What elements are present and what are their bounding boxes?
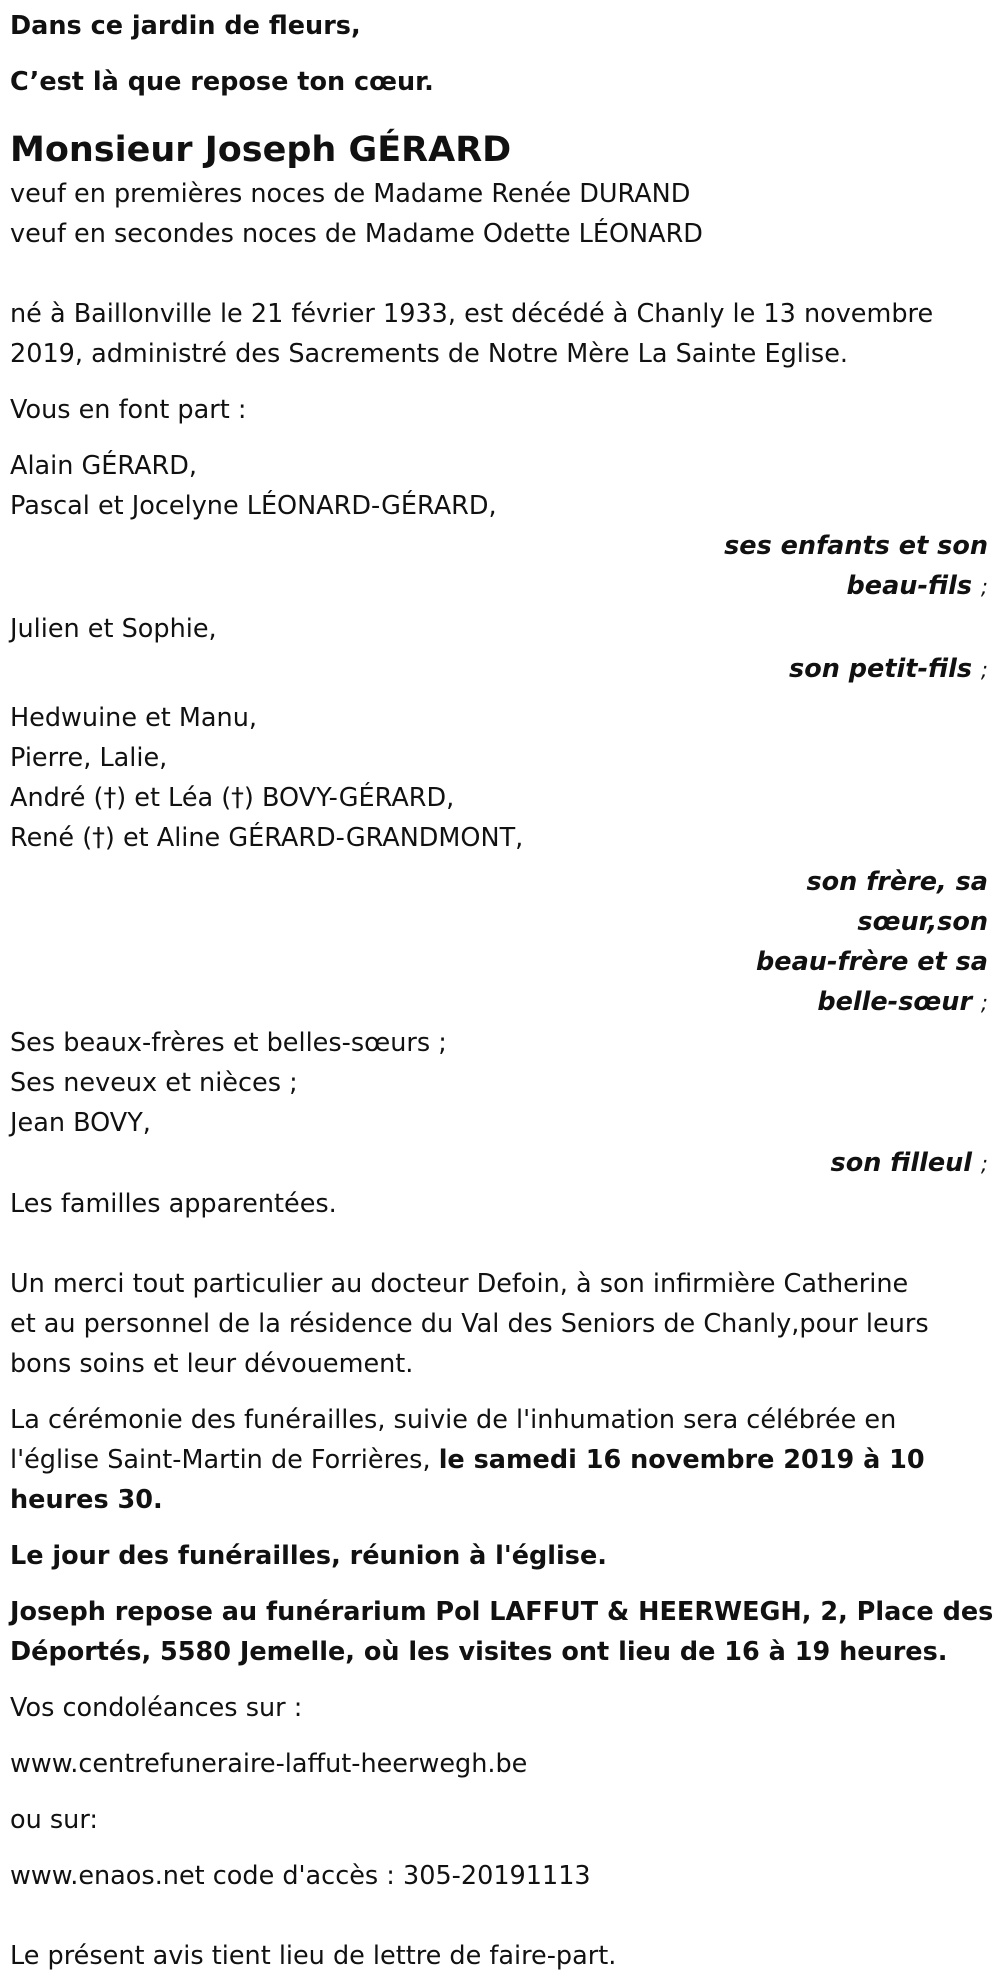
condolences-site-2: www.enaos.net code d'accès : 305-20191113 [10, 1861, 591, 1891]
godson-name: Jean BOVY, [10, 1108, 151, 1138]
grandson-block [10, 609, 1000, 690]
others-block [10, 1023, 1000, 1224]
related-families: Les familles apparentées. [10, 1189, 337, 1219]
children-relation-text-2: beau-fils [846, 571, 973, 601]
in-laws-line: Ses beaux-frères et belles-sœurs ; [10, 1028, 447, 1058]
condolences-site-1: www.centrefuneraire-laffut-heerwegh.be [10, 1749, 528, 1779]
siblings-relation-line-2 [10, 902, 1000, 942]
thanks-line-2: et au personnel de la résidence du Val des Seniors de Chanly,pour leurs [10, 1309, 929, 1339]
meeting-info: Le jour des funérailles, réunion à l'église. [10, 1541, 607, 1571]
godson-separator: ; [980, 1152, 988, 1176]
siblings-separator: ; [980, 991, 988, 1015]
thanks-line-3: bons soins et leur dévouement. [10, 1349, 414, 1379]
poem-line-1: Dans ce jardin de fleurs, [10, 11, 361, 41]
godson-relation-line [10, 1143, 1000, 1184]
ceremony-line-1: La cérémonie des funérailles, suivie de l'inhumation sera célébrée en [10, 1405, 897, 1435]
sibling-name-3: André (†) et Léa (†) BOVY-GÉRARD, [10, 783, 455, 813]
widow-line-1: veuf en premières noces de Madame Renée DURAND [10, 179, 691, 209]
ceremony-line-2 [10, 1440, 1000, 1480]
children-separator: ; [980, 575, 988, 599]
siblings-relation-text-4: belle-sœur [817, 987, 973, 1017]
siblings-relation-text-2: sœur,son [857, 907, 988, 937]
siblings-relation-line-3 [10, 942, 1000, 982]
siblings-relation-line-4 [10, 982, 1000, 1023]
siblings-relation-text-1: son frère, sa [806, 867, 988, 897]
birth-death-line-1: né à Baillonville le 21 février 1933, est décédé à Chanly le 13 novembre [10, 299, 934, 329]
grandson-name: Julien et Sophie, [10, 614, 217, 644]
siblings-relation-line-1 [10, 862, 1000, 902]
announce-text: Vous en font part : [10, 395, 247, 425]
ceremony-time: heures 30. [10, 1485, 163, 1515]
funeral-home-line-2: Déportés, 5580 Jemelle, où les visites ont lieu de 16 à 19 heures. [10, 1637, 948, 1667]
nephews-line: Ses neveux et nièces ; [10, 1068, 298, 1098]
sibling-name-4: René (†) et Aline GÉRARD-GRANDMONT, [10, 823, 524, 853]
ceremony-location: l'église Saint-Martin de Forrières, [10, 1445, 439, 1475]
child-name-1: Alain GÉRARD, [10, 451, 197, 481]
grandson-relation-line [10, 649, 1000, 690]
sibling-name-2: Pierre, Lalie, [10, 743, 168, 773]
child-name-2: Pascal et Jocelyne LÉONARD-GÉRARD, [10, 491, 497, 521]
siblings-block [10, 698, 1000, 1023]
children-block [10, 446, 1000, 607]
thanks-line-1: Un merci tout particulier au docteur Defoin, à son infirmière Catherine [10, 1269, 909, 1299]
ceremony-date: le samedi 16 novembre 2019 à 10 [438, 1445, 925, 1475]
deceased-name: Monsieur Joseph GÉRARD [10, 130, 512, 170]
sibling-name-1: Hedwuine et Manu, [10, 703, 257, 733]
condolences-label: Vos condoléances sur : [10, 1693, 303, 1723]
children-relation-line-2 [10, 566, 1000, 607]
condolences-or: ou sur: [10, 1805, 98, 1835]
godson-relation-text: son filleul [830, 1148, 973, 1178]
children-relation-line-1 [10, 526, 1000, 566]
grandson-separator: ; [980, 658, 988, 682]
siblings-relation-text-3: beau-frère et sa [756, 947, 988, 977]
poem-line-2: C’est là que repose ton cœur. [10, 67, 434, 97]
closing-statement: Le présent avis tient lieu de lettre de faire-part. [10, 1941, 617, 1971]
widow-line-2: veuf en secondes noces de Madame Odette LÉONARD [10, 219, 703, 249]
children-relation-text-1: ses enfants et son [724, 531, 988, 561]
grandson-relation-text: son petit-fils [789, 654, 973, 684]
funeral-home-line-1: Joseph repose au funérarium Pol LAFFUT & HEERWEGH, 2, Place des [10, 1597, 994, 1627]
birth-death-line-2: 2019, administré des Sacrements de Notre Mère La Sainte Eglise. [10, 339, 849, 369]
